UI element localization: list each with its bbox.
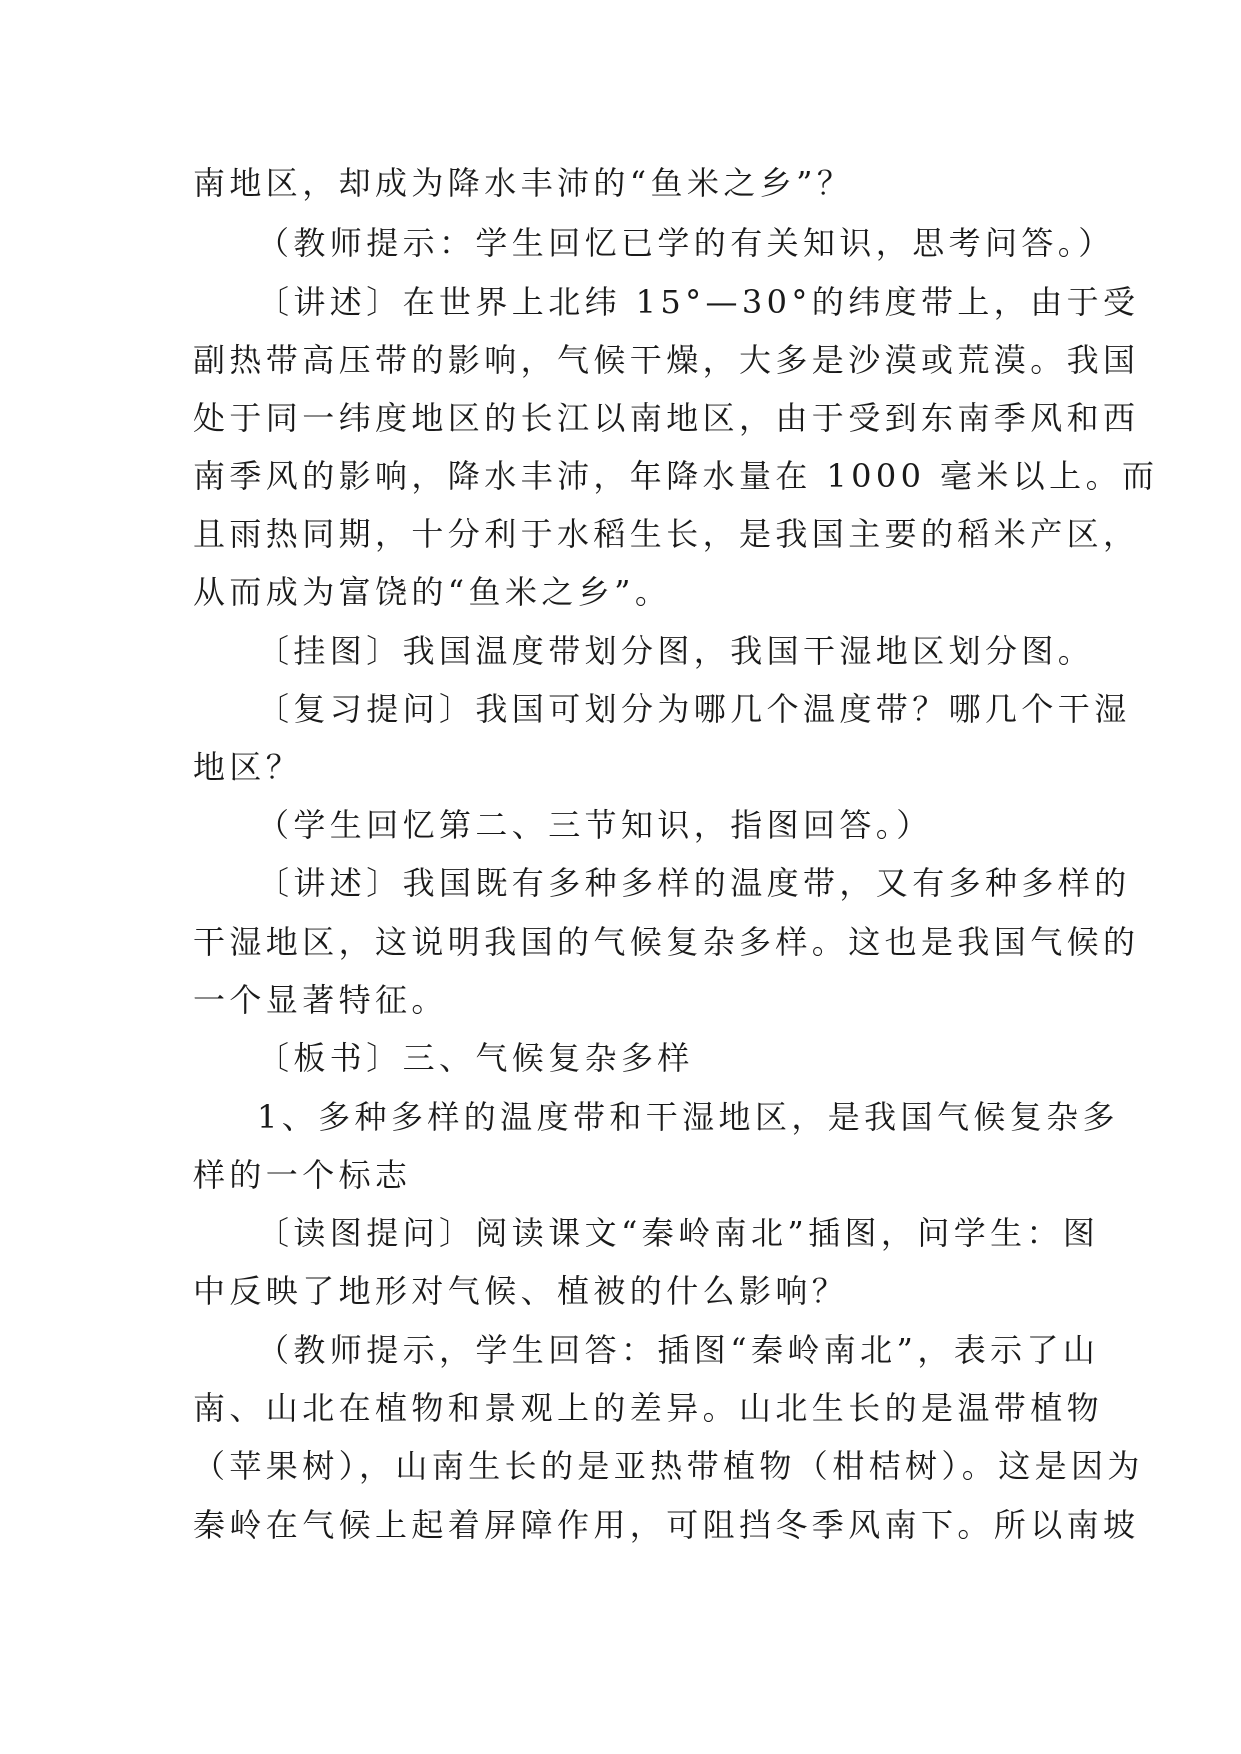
paragraph-line: （苹果树），山南生长的是亚热带植物（柑桔树）。这是因为 <box>193 1447 1144 1485</box>
paragraph-line: 样的一个标志 <box>193 1156 412 1194</box>
paragraph-line: 南地区，却成为降水丰沛的“鱼米之乡”？ <box>193 164 854 202</box>
paragraph-line: 〔讲述〕在世界上北纬 15°—30°的纬度带上，由于受 <box>257 283 1140 321</box>
paragraph-line: 〔板书〕三、气候复杂多样 <box>257 1039 694 1077</box>
paragraph-line: （学生回忆第二、三节知识，指图回答。） <box>257 806 933 844</box>
paragraph-line: （教师提示，学生回答：插图“秦岭南北”，表示了山 <box>257 1331 1100 1369</box>
paragraph-line: 南季风的影响，降水丰沛，年降水量在 1000 毫米以上。而 <box>193 457 1159 495</box>
paragraph-line: （教师提示：学生回忆已学的有关知识，思考问答。） <box>257 224 1115 262</box>
paragraph-line: 南、山北在植物和景观上的差异。山北生长的是温带植物 <box>193 1389 1104 1427</box>
paragraph-line: 1、多种多样的温度带和干湿地区，是我国气候复杂多 <box>257 1098 1119 1136</box>
paragraph-line: 〔复习提问〕我国可划分为哪几个温度带？哪几个干湿 <box>257 690 1131 728</box>
paragraph-line: 中反映了地形对气候、植被的什么影响？ <box>193 1272 849 1310</box>
paragraph-line: 副热带高压带的影响，气候干燥，大多是沙漠或荒漠。我国 <box>193 341 1140 379</box>
paragraph-line: 地区？ <box>193 748 303 786</box>
paragraph-line: 〔读图提问〕阅读课文“秦岭南北”插图，问学生：图 <box>257 1214 1100 1252</box>
paragraph-line: 〔讲述〕我国既有多种多样的温度带，又有多种多样的 <box>257 864 1131 902</box>
paragraph-line: 干湿地区，这说明我国的气候复杂多样。这也是我国气候的 <box>193 923 1140 961</box>
paragraph-line: 一个显著特征。 <box>193 981 448 1019</box>
paragraph-line: 且雨热同期，十分利于水稻生长，是我国主要的稻米产区， <box>193 515 1140 553</box>
paragraph-line: 处于同一纬度地区的长江以南地区，由于受到东南季风和西 <box>193 399 1140 437</box>
paragraph-line: 从而成为富饶的“鱼米之乡”。 <box>193 573 672 611</box>
paragraph-line: 秦岭在气候上起着屏障作用，可阻挡冬季风南下。所以南坡 <box>193 1506 1140 1544</box>
paragraph-line: 〔挂图〕我国温度带划分图，我国干湿地区划分图。 <box>257 632 1095 670</box>
